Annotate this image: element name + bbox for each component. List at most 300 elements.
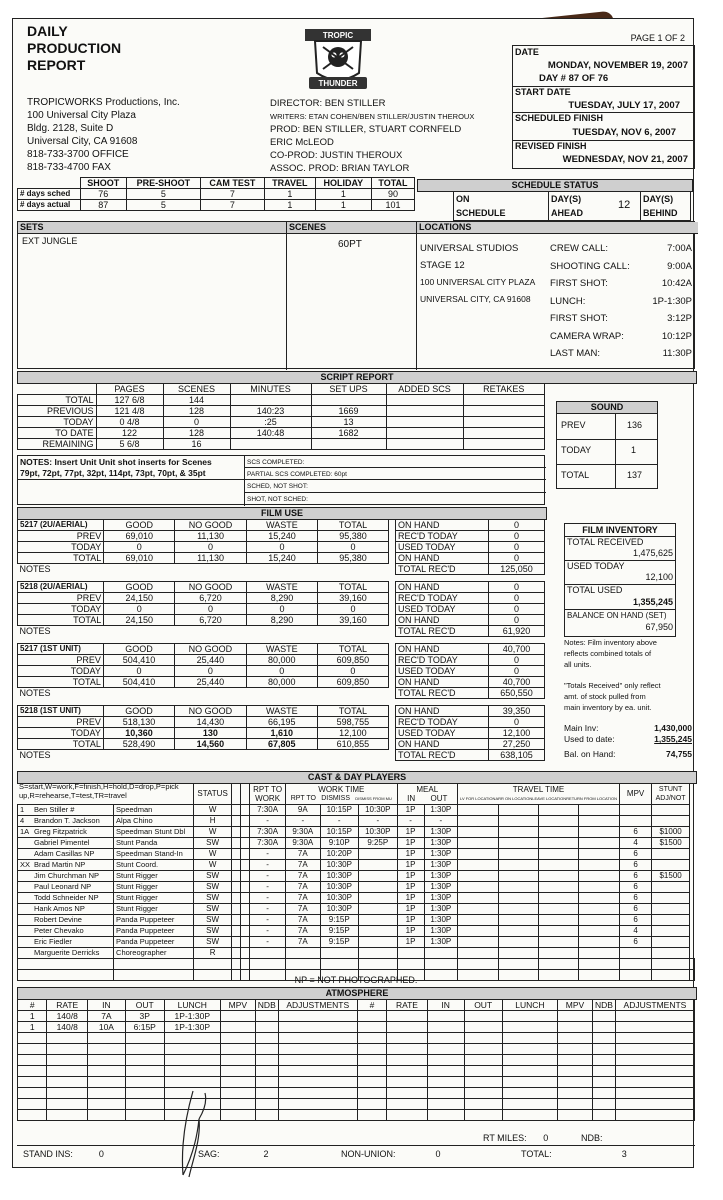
cast-meal-out: 1:30P <box>424 936 457 947</box>
film-cell: 598,755 <box>317 717 388 728</box>
film-block <box>17 643 389 698</box>
atmo-header: ADJUSTMENTS <box>615 1000 694 1011</box>
cast-dismiss-mu: - <box>359 815 398 826</box>
film-row-label: TODAY <box>18 666 104 677</box>
cast-name: Marguerite Derricks <box>34 947 100 957</box>
atmo-cell: 140/8 <box>47 1022 88 1033</box>
film-onhand-value: 125,050 <box>489 564 545 575</box>
film-cell: 14,560 <box>175 739 247 750</box>
film-onhand-value: 638,105 <box>489 750 545 761</box>
cast-meal-in: 1P <box>397 914 424 925</box>
cast-mpv: 6 <box>619 936 651 947</box>
cast-mpv: 6 <box>619 859 651 870</box>
cast-meal-out: 1:30P <box>424 848 457 859</box>
cast-row <box>18 837 695 848</box>
atmo-cell <box>278 1011 357 1022</box>
film-cell: 11,130 <box>175 553 247 564</box>
cast-adj: $1500 <box>652 870 690 881</box>
schedule-status-title: SCHEDULE STATUS <box>417 179 693 192</box>
film-cell: 8,290 <box>246 593 317 604</box>
atmo-cell <box>220 1011 255 1022</box>
cast-mpv <box>619 804 651 815</box>
cast-dismiss: 9:10P <box>320 837 359 848</box>
cast-rpt2: 7A <box>286 848 320 859</box>
atmo-header: ADJUSTMENTS <box>278 1000 357 1011</box>
film-row-label: TOTAL <box>18 553 104 564</box>
cast-num: 1 <box>20 804 25 814</box>
film-notes-label: NOTES <box>19 626 51 636</box>
cast-meal-in: 1P <box>397 837 424 848</box>
cast-rpt2: 7A <box>286 925 320 936</box>
cast-rpt2: 7A <box>286 881 320 892</box>
film-use-title: FILM USE <box>17 507 547 520</box>
cast-adj <box>652 925 690 936</box>
cast-mpv: 6 <box>619 826 651 837</box>
cast-status-header: STATUS <box>194 784 232 805</box>
cast-adj <box>652 804 690 815</box>
film-col-header: WASTE <box>246 582 317 593</box>
cast-status: SW <box>194 837 232 848</box>
film-onhand-value: 0 <box>489 520 545 531</box>
film-col-header: GOOD <box>103 706 174 717</box>
cast-rpt2: 7A <box>286 903 320 914</box>
cast-status: SW <box>194 870 232 881</box>
cast-role: Stunt Panda <box>114 837 194 848</box>
page-label: PAGE 1 OF 2 <box>630 33 685 43</box>
cast-status: SW <box>194 925 232 936</box>
film-onhand-value: 27,250 <box>489 739 545 750</box>
cast-name: Gabriel Pimentel <box>34 837 90 847</box>
film-cell: 504,410 <box>103 677 174 688</box>
film-onhand-value: 0 <box>489 593 545 604</box>
cast-role: Alpa Chino <box>114 815 194 826</box>
cast-name: Jim Churchman NP <box>34 870 100 880</box>
footer-stand-ins: STAND INS: 0 <box>23 1149 104 1159</box>
film-block <box>17 581 389 636</box>
cast-name: Peter Chevako <box>34 925 84 935</box>
cast-travel-header: TRAVEL TIME LV FOR LOCATION ARR ON LOCATION LEAVE LOCATION RETURN FROM LOCATION <box>458 784 620 805</box>
cast-rpt-header: RPT TO WORK <box>250 784 286 805</box>
cast-rpt2: 7A <box>286 914 320 925</box>
cast-num: 4 <box>20 815 25 825</box>
film-notes-label: NOTES <box>19 688 51 698</box>
atmo-cell <box>278 1022 357 1033</box>
atmo-row <box>18 1044 695 1055</box>
film-cell: 11,130 <box>175 531 247 542</box>
atmo-header: IN <box>427 1000 464 1011</box>
cast-status: R <box>194 947 232 958</box>
film-col-header: NO GOOD <box>175 582 247 593</box>
film-onhand-value: 0 <box>489 666 545 677</box>
cast-meal-in: 1P <box>397 848 424 859</box>
atmo-row <box>18 1022 695 1033</box>
film-cell: 528,490 <box>103 739 174 750</box>
cast-dismiss: 10:30P <box>320 892 359 903</box>
atmo-cell: 6:15P <box>125 1022 164 1033</box>
film-onhand-label: ON HAND <box>396 739 489 750</box>
film-cell: 12,100 <box>317 728 388 739</box>
film-row-label: PREV <box>18 655 104 666</box>
film-col-header: NO GOOD <box>175 644 247 655</box>
cast-rpt2: 9:30A <box>286 826 320 837</box>
cast-name: Brandon T. Jackson <box>34 815 100 825</box>
cast-role: Speedman <box>114 804 194 815</box>
film-onhand-value: 12,100 <box>489 728 545 739</box>
film-cell: 95,380 <box>318 531 389 542</box>
cast-num: XX <box>20 859 31 869</box>
film-onhand-label: USED TODAY <box>396 728 489 739</box>
film-onhand-value: 0 <box>489 615 545 626</box>
cast-row <box>18 815 695 826</box>
film-cell: 24,150 <box>104 593 175 604</box>
cast-stunt-header: STUNT ADJ/NOT <box>652 784 690 805</box>
cast-row <box>18 958 695 969</box>
atmo-cell: 1P-1:30P <box>164 1022 220 1033</box>
footer-total: TOTAL: 3 <box>521 1149 627 1159</box>
film-cell: 0 <box>175 542 247 553</box>
atmo-header: IN <box>88 1000 126 1011</box>
tropic-thunder-logo <box>301 25 375 97</box>
cast-row <box>18 826 695 837</box>
film-onhand-label: ON HAND <box>396 706 489 717</box>
cast-meal-out: 1:30P <box>424 892 457 903</box>
cast-name: Greg Fitzpatrick <box>34 826 87 836</box>
film-onhand-value: 650,550 <box>489 688 545 699</box>
cast-dismiss-mu <box>359 870 398 881</box>
film-row-label: TOTAL <box>18 677 104 688</box>
cast-mpv: 6 <box>619 914 651 925</box>
film-col-header: WASTE <box>246 520 317 531</box>
cast-meal-out: 1:30P <box>424 859 457 870</box>
cast-role: Stunt Coord. <box>114 859 194 870</box>
film-cell: 0 <box>246 666 317 677</box>
film-onhand-label: USED TODAY <box>396 604 489 615</box>
film-onhand-label: TOTAL REC'D <box>396 750 489 761</box>
film-col-header: TOTAL <box>317 644 388 655</box>
film-onhand-label: TOTAL REC'D <box>396 688 489 699</box>
cast-adj <box>652 881 690 892</box>
cast-mpv: 4 <box>619 837 651 848</box>
film-cell: 0 <box>103 666 174 677</box>
cast-name: Paul Leonard NP <box>34 881 92 891</box>
film-onhand-label: ON HAND <box>396 644 489 655</box>
film-onhand-table <box>395 519 545 575</box>
atmosphere-table <box>17 999 695 1129</box>
cast-name: Brad Martin NP <box>34 859 86 869</box>
film-cell: 0 <box>318 542 389 553</box>
cast-dismiss-mu <box>359 914 398 925</box>
cast-row <box>18 914 695 925</box>
cast-rpt: - <box>250 914 286 925</box>
cast-rpt: - <box>250 870 286 881</box>
film-cell: 15,240 <box>246 531 317 542</box>
film-onhand-value: 0 <box>489 542 545 553</box>
cast-rpt2: 7A <box>286 892 320 903</box>
atmo-cell <box>220 1022 255 1033</box>
film-onhand-value: 0 <box>489 655 545 666</box>
film-cell: 25,440 <box>175 677 247 688</box>
date-block: DATE MONDAY, NOVEMBER 19, 2007 DAY # 87 OF 76 START DATE TUESDAY, JULY 17, 2007 SCHEDULED FINISH TUESDAY, NOV 6, 2007 REVISED FINISH WEDNESDAY, NOV 21, 2007 <box>512 45 695 169</box>
report-title: DAILY PRODUCTION REPORT <box>27 23 122 73</box>
atmo-cell: 3P <box>125 1011 164 1022</box>
cast-row <box>18 881 695 892</box>
film-onhand-value: 40,700 <box>489 677 545 688</box>
cast-rpt2: 7A <box>286 936 320 947</box>
atmo-header: MPV <box>220 1000 255 1011</box>
atmo-row <box>18 1110 695 1121</box>
cast-mpv: 6 <box>619 848 651 859</box>
film-cell: 69,010 <box>104 553 175 564</box>
film-cell: 609,850 <box>317 677 388 688</box>
cast-rpt: 7:30A <box>250 837 286 848</box>
footer-non-union: NON-UNION: 0 <box>341 1149 441 1159</box>
cast-rpt2: 7A <box>286 870 320 881</box>
film-cell: 39,160 <box>318 615 389 626</box>
atmo-header: # <box>18 1000 47 1011</box>
cast-dismiss: 10:15P <box>320 804 359 815</box>
cast-title: CAST & DAY PLAYERS <box>17 771 697 784</box>
cast-adj: $1000 <box>652 826 690 837</box>
cast-adj <box>652 914 690 925</box>
atmo-header: LUNCH <box>164 1000 220 1011</box>
film-cell: 67,805 <box>246 739 317 750</box>
daily-production-report <box>12 18 694 1168</box>
film-block <box>17 519 389 574</box>
film-cell: 0 <box>104 604 175 615</box>
film-col-header: GOOD <box>104 582 175 593</box>
cast-meal-in: 1P <box>397 859 424 870</box>
cast-role: Speedman Stunt Dbl <box>114 826 194 837</box>
atmo-row <box>18 1011 695 1022</box>
film-col-header: NO GOOD <box>175 706 247 717</box>
cast-role: Panda Puppeteer <box>114 936 194 947</box>
film-cell: 504,410 <box>103 655 174 666</box>
np-note: NP = NOT PHOTOGRAPHED. <box>294 975 418 985</box>
atmo-cell: 1 <box>18 1011 47 1022</box>
cast-meal-in <box>397 947 424 958</box>
cast-rpt: - <box>250 848 286 859</box>
cast-meal-in: - <box>397 815 424 826</box>
film-col-header: GOOD <box>104 520 175 531</box>
cast-rpt: 7:30A <box>250 826 286 837</box>
atmo-cell: 10A <box>88 1022 126 1033</box>
atmo-row <box>18 1066 695 1077</box>
footer-divider <box>17 1145 695 1146</box>
svg-text:THUNDER: THUNDER <box>318 79 358 88</box>
film-cell: 15,240 <box>246 553 317 564</box>
film-cell: 1,610 <box>246 728 317 739</box>
cast-rpt: - <box>250 881 286 892</box>
cast-row <box>18 870 695 881</box>
atmo-cell: 1P-1:30P <box>164 1011 220 1022</box>
cast-adj <box>652 903 690 914</box>
cast-meal-in: 1P <box>397 892 424 903</box>
cast-mpv-header: MPV <box>619 784 651 805</box>
cast-rpt: - <box>250 903 286 914</box>
film-cell: 6,720 <box>175 615 247 626</box>
cast-rpt: - <box>250 936 286 947</box>
cast-rpt <box>250 947 286 958</box>
cast-dismiss: 10:30P <box>320 903 359 914</box>
cast-mpv <box>619 815 651 826</box>
atmo-grid <box>17 999 695 1121</box>
film-block-name: 5218 (1ST UNIT) <box>18 706 104 717</box>
cast-meal-out: 1:30P <box>424 881 457 892</box>
cast-meal-out: 1:30P <box>424 914 457 925</box>
film-block-name: 5217 (2U/AERIAL) <box>18 520 104 531</box>
atmo-cell <box>255 1022 278 1033</box>
cast-meal-in: 1P <box>397 936 424 947</box>
cast-rpt: - <box>250 892 286 903</box>
cast-role: Choreographer <box>114 947 194 958</box>
atmo-row <box>18 1077 695 1088</box>
cast-dismiss-mu <box>359 947 398 958</box>
cast-status: W <box>194 859 232 870</box>
atmo-cell: 140/8 <box>47 1011 88 1022</box>
cast-dismiss: 9:15P <box>320 936 359 947</box>
cast-rpt2: 9A <box>286 804 320 815</box>
company-block: TROPICWORKS Productions, Inc. 100 Universal City Plaza Bldg. 2128, Suite D Universal City, CA 91608 818-733-3700 OFFICE 818-733-4700 FAX <box>27 97 180 173</box>
film-onhand-value: 0 <box>489 553 545 564</box>
cast-dismiss <box>320 947 359 958</box>
film-onhand-label: USED TODAY <box>396 542 489 553</box>
film-onhand-label: TOTAL REC'D <box>396 564 489 575</box>
atmo-header: RATE <box>387 1000 428 1011</box>
cast-meal-in: 1P <box>397 804 424 815</box>
film-onhand-label: ON HAND <box>396 615 489 626</box>
atmo-header: LUNCH <box>502 1000 557 1011</box>
film-col-header: TOTAL <box>318 582 389 593</box>
cast-worktime-header: WORK TIME RPT TO DISMISS DISMISS FROM MU <box>286 784 397 805</box>
cast-mpv: 4 <box>619 925 651 936</box>
cast-dismiss: 9:15P <box>320 914 359 925</box>
film-col-header: WASTE <box>246 644 317 655</box>
cast-adj <box>652 848 690 859</box>
script-report-title: SCRIPT REPORT <box>17 371 697 384</box>
film-cell: 39,160 <box>318 593 389 604</box>
cast-adj <box>652 947 690 958</box>
cast-meal-out: 1:30P <box>424 826 457 837</box>
film-onhand-label: ON HAND <box>396 520 489 531</box>
cast-dismiss-mu <box>359 859 398 870</box>
film-onhand-label: ON HAND <box>396 582 489 593</box>
film-cell: 0 <box>317 666 388 677</box>
cast-adj <box>652 859 690 870</box>
atmo-row <box>18 1088 695 1099</box>
signature-scribble <box>163 1089 223 1179</box>
sound-box: SOUND PREV 136 TODAY 1 TOTAL 137 <box>556 401 658 489</box>
atmo-cell: 1 <box>18 1022 47 1033</box>
cast-mpv: 6 <box>619 870 651 881</box>
film-onhand-value: 0 <box>489 582 545 593</box>
film-cell: 0 <box>175 604 247 615</box>
cast-rpt2: - <box>286 815 320 826</box>
cast-status: SW <box>194 936 232 947</box>
cast-dismiss-mu <box>359 903 398 914</box>
cast-meal-header: MEAL IN OUT <box>397 784 457 805</box>
cast-name: Adam Casillas NP <box>34 848 95 858</box>
film-cell: 130 <box>175 728 247 739</box>
cast-num: 1A <box>20 826 30 836</box>
cast-rpt2: 9:30A <box>286 837 320 848</box>
film-cell: 0 <box>175 666 247 677</box>
cast-dismiss: 10:15P <box>320 826 359 837</box>
atmo-row <box>18 1099 695 1110</box>
film-col-header: GOOD <box>103 644 174 655</box>
film-onhand-table <box>395 581 545 637</box>
atmo-row <box>18 1055 695 1066</box>
cast-rpt2: 7A <box>286 859 320 870</box>
film-onhand-label: REC'D TODAY <box>396 531 489 542</box>
cast-adj <box>652 815 690 826</box>
cast-name: Robert Devine <box>34 914 82 924</box>
cast-dismiss-mu <box>359 881 398 892</box>
atmo-header: OUT <box>125 1000 164 1011</box>
film-onhand-value: 0 <box>489 717 545 728</box>
cast-dismiss-mu <box>359 925 398 936</box>
film-cell: 0 <box>104 542 175 553</box>
film-use-area <box>17 519 545 769</box>
cast-dismiss: 10:30P <box>320 859 359 870</box>
cast-adj <box>652 936 690 947</box>
cast-meal-out: - <box>424 815 457 826</box>
film-onhand-label: TOTAL REC'D <box>396 626 489 637</box>
film-cell: 0 <box>318 604 389 615</box>
film-onhand-table <box>395 705 545 761</box>
film-block-name: 5217 (1ST UNIT) <box>18 644 104 655</box>
atmo-header: # <box>357 1000 386 1011</box>
cast-dismiss-mu: 9:25P <box>359 837 398 848</box>
film-onhand-value: 61,920 <box>489 626 545 637</box>
call-times: CREW CALL: 7:00A SHOOTING CALL: 9:00A FIRST SHOT: 10:42A LUNCH: 1P-1:30P FIRST SHOT: 3:12P CAMERA WRAP: 10:12P LAST MAN: 11:30P <box>550 243 692 359</box>
cast-mpv: 6 <box>619 892 651 903</box>
cast-table <box>17 783 695 973</box>
film-col-header: TOTAL <box>317 706 388 717</box>
film-cell: 14,430 <box>175 717 247 728</box>
cast-row <box>18 892 695 903</box>
cast-meal-out <box>424 947 457 958</box>
svg-text:TROPIC: TROPIC <box>322 31 354 40</box>
film-row-label: TODAY <box>18 728 104 739</box>
cast-rpt: - <box>250 925 286 936</box>
cast-meal-in: 1P <box>397 826 424 837</box>
film-cell: 609,850 <box>317 655 388 666</box>
cast-role: Panda Puppeteer <box>114 914 194 925</box>
cast-status: H <box>194 815 232 826</box>
script-notes: NOTES: Insert Unit Unit shot inserts for Scenes 79pt, 72pt, 77pt, 32pt, 114pt, 73pt, 70pt, & 35pt SCS COMPLETED: PARTIAL SCS COMPLETED: 60pt SCHED, NOT SHOT: SHOT, NOT SCHED: <box>17 455 545 505</box>
film-inventory: FILM INVENTORY TOTAL RECEIVED 1,475,625 USED TODAY 12,100 TOTAL USED 1,355,245 BALANCE ON HAND (SET) 67,950 <box>564 523 676 637</box>
cast-role: Stunt Rigger <box>114 870 194 881</box>
cast-dismiss-mu <box>359 848 398 859</box>
cast-dismiss: 10:30P <box>320 881 359 892</box>
cast-mpv <box>619 947 651 958</box>
cast-row <box>18 925 695 936</box>
cast-meal-out: 1:30P <box>424 804 457 815</box>
film-block <box>17 705 389 760</box>
cast-adj <box>652 892 690 903</box>
atmo-header: RATE <box>47 1000 88 1011</box>
cast-row <box>18 804 695 815</box>
cast-meal-out: 1:30P <box>424 870 457 881</box>
cast-role: Panda Puppeteer <box>114 925 194 936</box>
days-table: SHOOT PRE-SHOOT CAM TEST TRAVEL HOLIDAY TOTAL # days sched 76 5 7 1 1 90 # days actual 87 5 7 1 1 101 <box>17 177 415 211</box>
film-onhand-label: ON HAND <box>396 677 489 688</box>
film-onhand-value: 39,350 <box>489 706 545 717</box>
cast-name: Ben Stiller # <box>34 804 75 814</box>
cast-status: W <box>194 804 232 815</box>
cast-grid <box>17 783 695 981</box>
film-cell: 518,130 <box>103 717 174 728</box>
